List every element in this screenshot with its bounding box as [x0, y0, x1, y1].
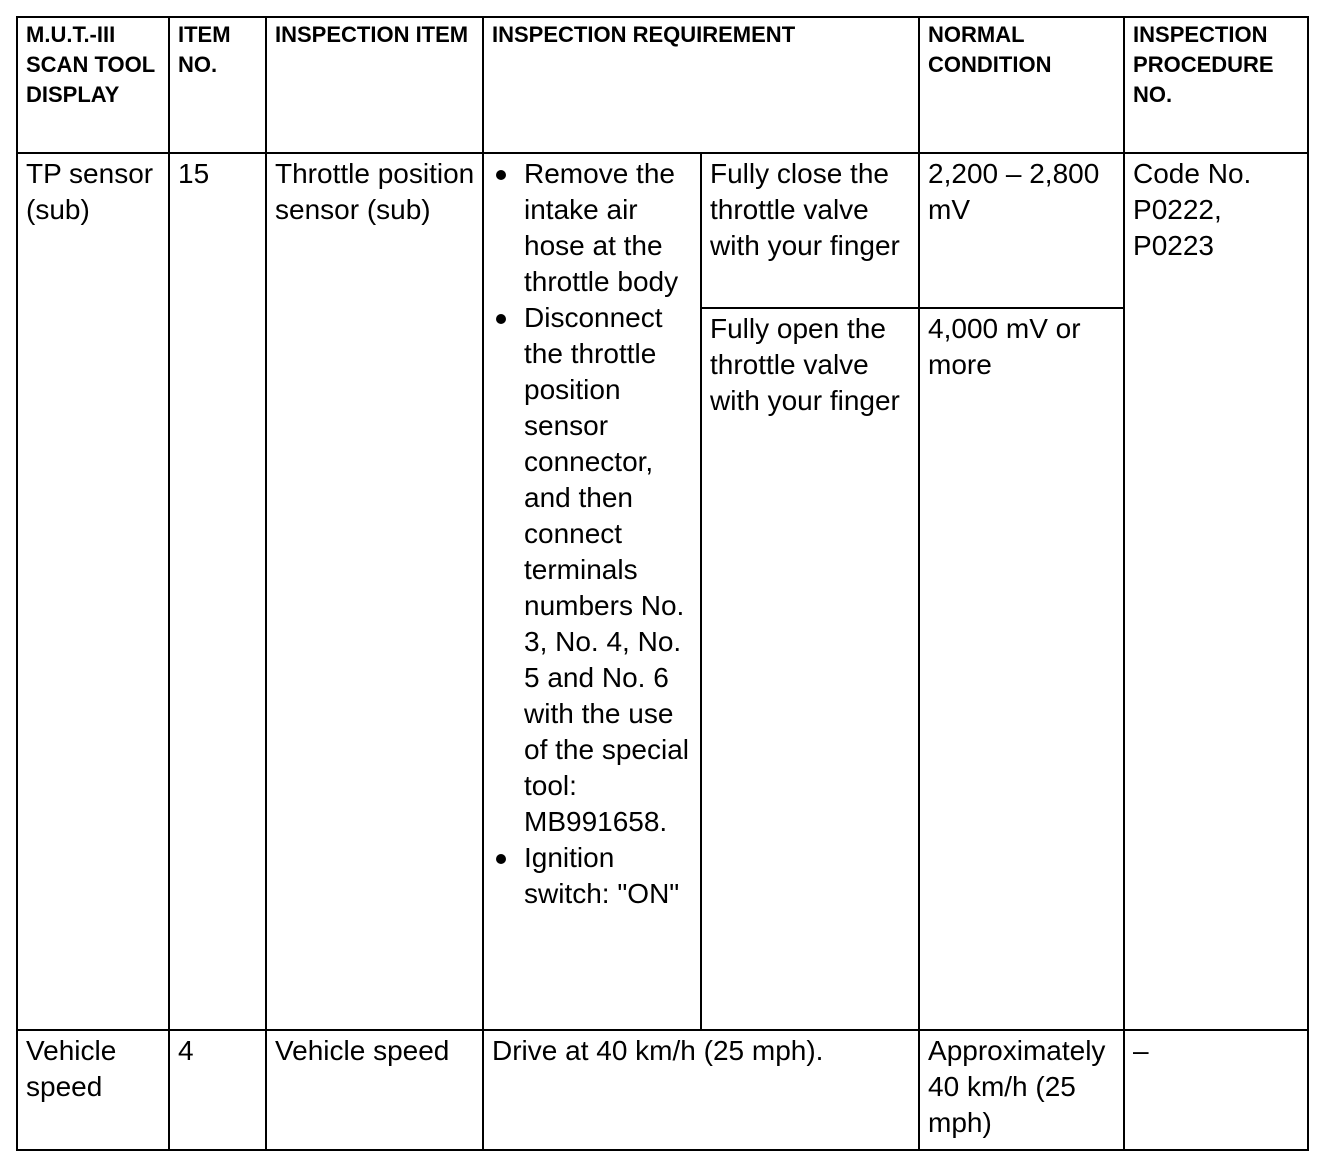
- header-item-no: ITEM NO.: [169, 17, 266, 153]
- header-scan-tool-display: M.U.T.-III SCAN TOOL DISPLAY: [17, 17, 169, 153]
- list-item: Remove the intake air hose at the throttle body: [484, 156, 694, 300]
- bullet-icon: [496, 854, 506, 864]
- cell-condition-requirement: Fully open the throttle valve with your finger: [701, 308, 919, 1030]
- cell-scan-tool-display: Vehicle speed: [17, 1030, 169, 1150]
- header-inspection-procedure-no: INSPECTION PROCEDURE NO.: [1124, 17, 1308, 153]
- cell-inspection-item: Throttle position sensor (sub): [266, 153, 483, 1030]
- list-item: Disconnect the throttle position sensor connector, and then connect terminals numbers No. 3, No. 4, No. 5 and No. 6 with the use of the special tool: MB991658.: [484, 300, 694, 840]
- table-row: [17, 153, 1308, 308]
- cell-normal-condition: 4,000 mV or more: [919, 308, 1124, 1030]
- cell-inspection-procedure: Code No. P0222, P0223: [1124, 153, 1308, 1030]
- cell-inspection-item: Vehicle speed: [266, 1030, 483, 1150]
- cell-inspection-steps: [483, 153, 701, 1030]
- header-normal-condition: NORMAL CONDITION: [919, 17, 1124, 153]
- bullet-icon: [496, 314, 506, 324]
- header-inspection-item: INSPECTION ITEM: [266, 17, 483, 153]
- list-item: Ignition switch: "ON": [484, 840, 694, 912]
- table-row: [17, 1030, 1308, 1150]
- cell-condition-requirement: Fully close the throttle valve with your finger: [701, 153, 919, 308]
- cell-item-no: 4: [169, 1030, 266, 1150]
- cell-scan-tool-display: TP sensor (sub): [17, 153, 169, 1030]
- cell-inspection-requirement: Drive at 40 km/h (25 mph).: [483, 1030, 919, 1150]
- inspection-table: [16, 16, 1309, 1151]
- header-inspection-requirement: INSPECTION REQUIREMENT: [483, 17, 919, 153]
- cell-item-no: 15: [169, 153, 266, 1030]
- cell-normal-condition: Approximately 40 km/h (25 mph): [919, 1030, 1124, 1150]
- header-row: [17, 17, 1308, 153]
- cell-inspection-procedure: –: [1124, 1030, 1308, 1150]
- cell-normal-condition: 2,200 – 2,800 mV: [919, 153, 1124, 308]
- inspection-steps-list: [484, 156, 694, 912]
- bullet-icon: [496, 170, 506, 180]
